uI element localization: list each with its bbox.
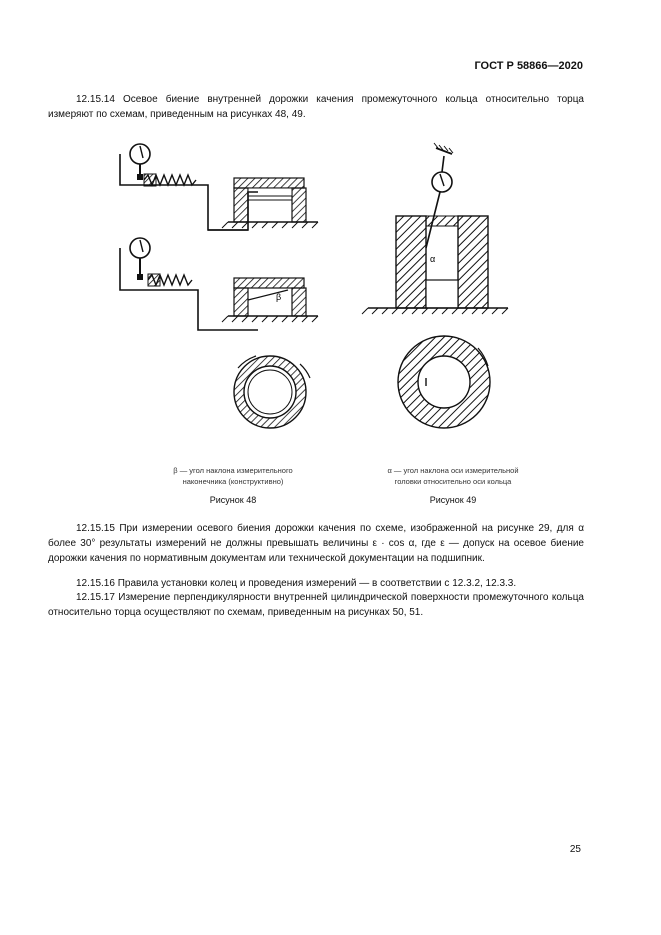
fig49-title: Рисунок 49 xyxy=(429,495,477,505)
document-header: ГОСТ Р 58866—2020 xyxy=(474,60,583,72)
fig48-lower-scheme xyxy=(120,238,318,330)
figures-block xyxy=(48,130,608,510)
page-number: 25 xyxy=(569,844,581,855)
paragraph-12-15-16: 12.15.16 Правила установки колец и проведения измерений — в соответствии с 12.3.2, 12.3.3. xyxy=(76,578,517,589)
label-alpha: α xyxy=(430,254,436,264)
paragraph-12-15-17: 12.15.17 Измерение перпендикулярности внутренней цилиндрической поверхности промежуточного кольца относительно торца осуществляют по схемам, приведенным на рисунках 50, 51. xyxy=(48,592,584,618)
paragraph-12-15-14: 12.15.14 Осевое биение внутренней дорожки качения промежуточного кольца относительно торца измеряют по схемам, приведенным на рисунках 48, 49. xyxy=(48,94,584,120)
label-beta: β xyxy=(276,292,282,302)
fig49-note: α — угол наклона оси измерительной головки относительно оси кольца xyxy=(387,466,519,486)
fig48-note: β — угол наклона измерительного наконечника (конструктивно) xyxy=(173,466,293,486)
fig49-plan-view xyxy=(398,336,490,428)
paragraph-12-15-15: 12.15.15 При измерении осевого биения дорожки качения по схеме, изображенной на рисунке 29, для α более 30° результаты измерений не должны превышать величины ε · cos α, где ε — допуск на осевое биение дорожки качения по нормативным документам или технической документации на подшипник. xyxy=(48,523,584,564)
fig49-section xyxy=(362,143,508,314)
figures-drawing xyxy=(48,130,608,510)
fig48-title: Рисунок 48 xyxy=(209,495,257,505)
fig48-upper-scheme xyxy=(120,144,318,230)
fig48-plan-view xyxy=(234,356,310,428)
